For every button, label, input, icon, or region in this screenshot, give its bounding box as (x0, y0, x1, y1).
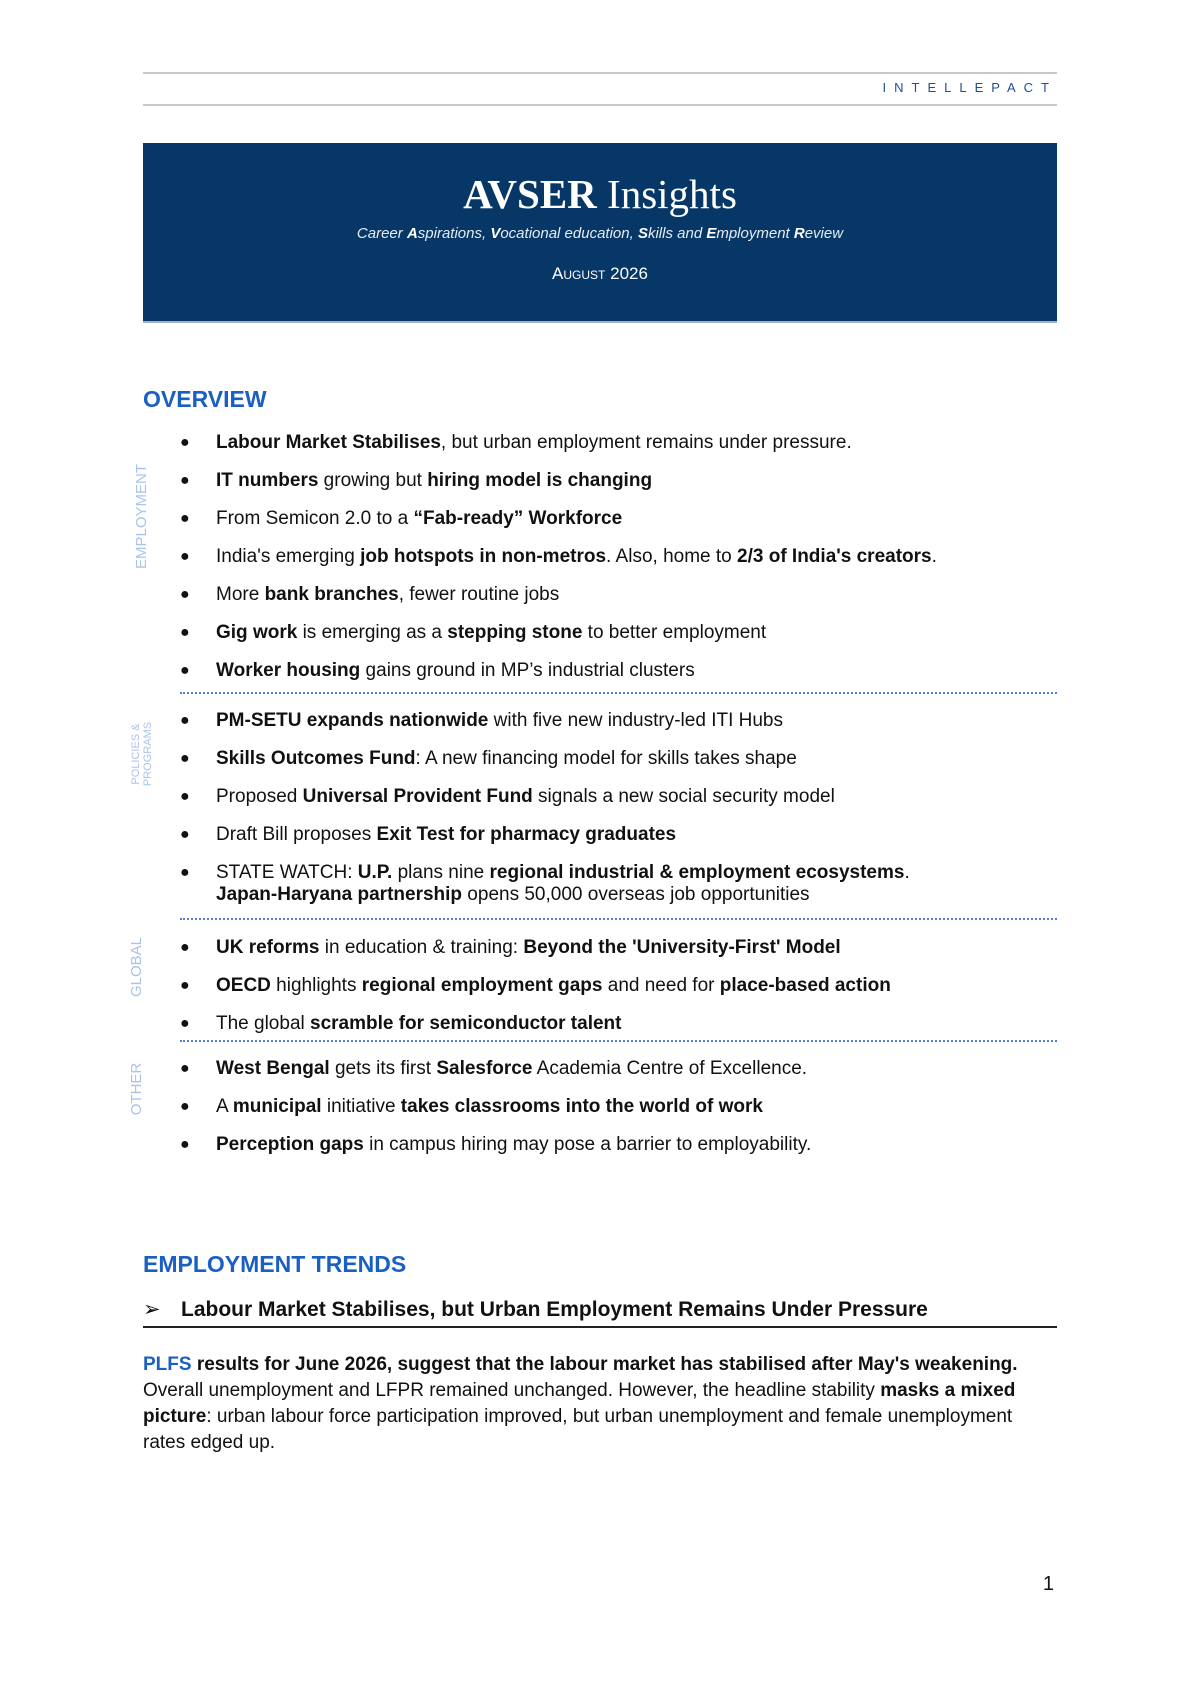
text-run: ocational education, (500, 225, 638, 242)
bold-text: IT numbers (216, 470, 319, 491)
text-run: . Also, home to (606, 546, 738, 567)
text-run: initiative (321, 1096, 401, 1117)
text-run: Draft Bill proposes (216, 824, 377, 845)
overview-item (180, 824, 1057, 846)
text-run: in campus hiring may pose a barrier to employability. (363, 1134, 812, 1155)
bullet-icon: ● (180, 434, 190, 451)
text-run: , fewer routine jobs (398, 584, 560, 605)
overview-item (180, 622, 1057, 644)
overview-item (180, 975, 1057, 997)
text-run: in education & training: (319, 937, 524, 958)
overview-heading: OVERVIEW (143, 386, 267, 412)
text-run: Career (356, 225, 407, 242)
text-run: gets its first (329, 1058, 437, 1079)
bullet-icon: ● (180, 1060, 190, 1077)
bold-text: Salesforce (436, 1058, 533, 1079)
bullet-icon: ● (180, 826, 190, 843)
text-run: and need for (602, 975, 720, 996)
bullet-icon: ● (180, 1098, 190, 1115)
global-group (180, 937, 1057, 1035)
text-run: growing but (318, 470, 428, 491)
newsletter-subtitle (143, 225, 1057, 242)
text-run: with five new industry-led ITI Hubs (488, 710, 783, 731)
section-separator (180, 692, 1057, 694)
bold-text: results for June 2026, suggest that the labour market has stabilised after May's weakening. (191, 1354, 1018, 1375)
overview-item (180, 862, 1057, 906)
article-paragraph (143, 1352, 1057, 1456)
bullet-icon: ● (180, 750, 190, 767)
bullet-icon: ● (180, 712, 190, 729)
bold-text: Worker housing (216, 660, 361, 681)
title-bold: AVSER (463, 171, 597, 217)
bold-text: PM-SETU expands nationwide (216, 710, 489, 731)
bullet-icon: ● (180, 624, 190, 641)
text-run: Overall unemployment and LFPR remained unchanged. However, the headline stability (143, 1380, 881, 1401)
bold-text: UK reforms (216, 937, 320, 958)
text-run: to better employment (582, 622, 767, 643)
text-run: Proposed (216, 786, 303, 807)
title-light: Insights (607, 171, 737, 217)
overview-item (180, 432, 1057, 454)
bold-text: municipal (232, 1096, 322, 1117)
bold-text: stepping stone (447, 622, 583, 643)
bold-text: Universal Provident Fund (302, 786, 533, 807)
newsletter-title (143, 169, 1057, 219)
bold-text: Labour Market Stabilises (216, 432, 441, 453)
brand-name: INTELLEPACT (882, 80, 1057, 95)
side-label-employment: EMPLOYMENT (133, 463, 150, 569)
bullet-icon: ● (180, 864, 190, 881)
bold-text: “Fab-ready” Workforce (413, 508, 623, 529)
bold-text: R (793, 225, 805, 242)
bullet-icon: ● (180, 1136, 190, 1153)
issue-date: August 2026 (552, 264, 648, 283)
bullet-icon: ● (180, 662, 190, 679)
text-run: highlights (270, 975, 362, 996)
text-run: mployment (716, 225, 794, 242)
text-run: More (216, 584, 265, 605)
other-group (180, 1058, 1057, 1156)
overview-item (180, 786, 1057, 808)
text-run: plans nine (392, 862, 490, 883)
header-rule (143, 104, 1057, 106)
bullet-icon: ● (180, 977, 190, 994)
employment-group (180, 432, 1057, 682)
text-run: : A new financing model for skills takes shape (415, 748, 797, 769)
page-number: 1 (1042, 1573, 1054, 1595)
top-rule (143, 72, 1057, 74)
text-run: A (216, 1096, 233, 1117)
side-label-other: OTHER (128, 1062, 145, 1116)
side-label-policies (130, 714, 154, 794)
text-run: . (904, 862, 910, 883)
article-subheading (143, 1297, 1057, 1328)
overview-item (180, 937, 1057, 959)
bold-text: hiring model is changing (427, 470, 653, 491)
bold-text: scramble for semiconductor talent (310, 1013, 622, 1034)
highlight-text: PLFS (143, 1354, 192, 1375)
text-run: Academia Centre of Excellence. (532, 1058, 808, 1079)
side-label-global: GLOBAL (128, 936, 145, 997)
text-run: kills and (647, 225, 707, 242)
bullet-icon: ● (180, 472, 190, 489)
overview-item (180, 470, 1057, 492)
bold-text: Japan-Haryana partnership (216, 884, 463, 905)
side-label-line: PROGRAMS (142, 721, 154, 787)
overview-item (180, 546, 1057, 568)
arrow-bullet-icon: ➢ (143, 1298, 161, 1321)
side-label-line: POLICIES & (130, 723, 142, 785)
text-run: India's emerging (216, 546, 361, 567)
bold-text: E (706, 225, 717, 242)
bold-text: takes classrooms into the world of work (400, 1096, 763, 1117)
bullet-icon: ● (180, 939, 190, 956)
employment-trends-heading: EMPLOYMENT TRENDS (143, 1251, 407, 1277)
overview-item (180, 1134, 1057, 1156)
text-run: From Semicon 2.0 to a (216, 508, 414, 529)
bold-text: regional employment gaps (361, 975, 603, 996)
bold-text: OECD (216, 975, 271, 996)
text-run: gains ground in MP’s industrial clusters (360, 660, 695, 681)
subheading-text: Labour Market Stabilises, but Urban Employment Remains Under Pressure (181, 1298, 928, 1321)
bold-text: place-based action (719, 975, 891, 996)
text-run: eview (804, 225, 844, 242)
bold-text: V (490, 225, 501, 242)
overview-item (180, 1096, 1057, 1118)
overview-item (180, 748, 1057, 770)
text-run: : urban labour force participation improved, but urban unemployment and female unemployment rates edged up. (143, 1406, 1013, 1453)
bold-text: job hotspots in non-metros (360, 546, 607, 567)
overview-item (180, 508, 1057, 530)
overview-item (180, 584, 1057, 606)
text-run: , but urban employment remains under pressure. (440, 432, 852, 453)
overview-item (180, 710, 1057, 732)
bold-text: Skills Outcomes Fund (216, 748, 416, 769)
bold-text: West Bengal (216, 1058, 330, 1079)
text-run: signals a new social security model (532, 786, 835, 807)
bullet-icon: ● (180, 510, 190, 527)
overview-item (180, 1058, 1057, 1080)
overview-item (180, 660, 1057, 682)
bold-text: Exit Test for pharmacy graduates (376, 824, 677, 845)
bold-text: Perception gaps (216, 1134, 364, 1155)
bullet-icon: ● (180, 1015, 190, 1032)
bold-text: A (406, 225, 418, 242)
bold-text: Beyond the 'University-First' Model (523, 937, 841, 958)
bullet-icon: ● (180, 548, 190, 565)
bold-text: U.P. (357, 862, 393, 883)
bold-text: masks a mixed picture (143, 1380, 1016, 1427)
bold-text: 2/3 of India's creators (737, 546, 932, 567)
text-run: The global (216, 1013, 311, 1034)
section-separator (180, 918, 1057, 920)
text-run: STATE WATCH: (216, 862, 358, 883)
bullet-icon: ● (180, 788, 190, 805)
text-run: . (931, 546, 937, 567)
bold-text: S (637, 225, 648, 242)
bold-text: bank branches (264, 584, 399, 605)
text-run: spirations, (417, 225, 491, 242)
text-run: is emerging as a (297, 622, 448, 643)
title-banner (143, 143, 1057, 323)
text-run: opens 50,000 overseas job opportunities (462, 884, 810, 905)
bullet-icon: ● (180, 586, 190, 603)
section-separator (180, 1040, 1057, 1042)
bold-text: regional industrial & employment ecosystems (489, 862, 905, 883)
policies-group (180, 710, 1057, 906)
overview-item (180, 1013, 1057, 1035)
bold-text: Gig work (216, 622, 298, 643)
